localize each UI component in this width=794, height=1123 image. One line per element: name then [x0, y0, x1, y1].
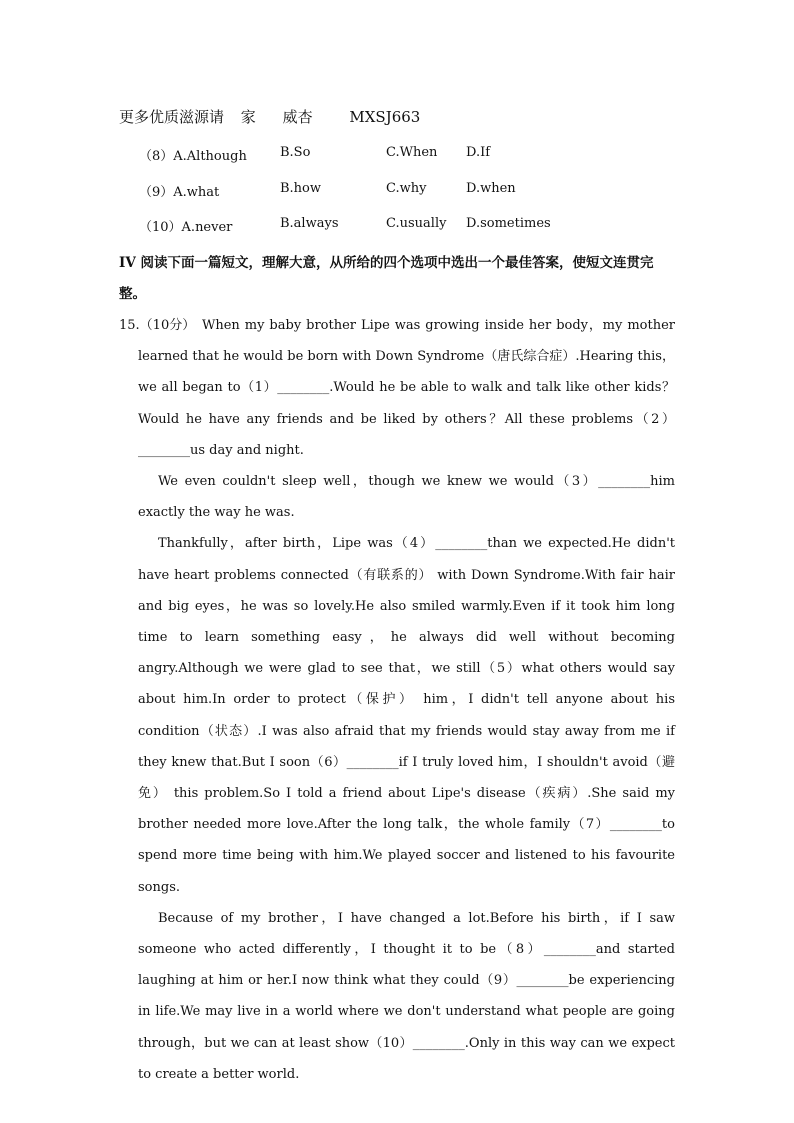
answer-options: [139, 145, 659, 252]
option-a: （8）A.Although: [139, 149, 247, 164]
question-paragraph-1: [119, 310, 675, 466]
option-a: （10）A.never: [139, 220, 233, 235]
header-text-1: 更多优质滋源请: [119, 108, 225, 126]
header-text-2: 家: [240, 108, 256, 126]
option-c: C.When: [386, 145, 438, 160]
option-c: C.why: [386, 180, 427, 196]
option-d: D.If: [466, 145, 491, 160]
question-paragraph-4: Because of my brother，I have changed a lot.Before his birth，if I saw someone who acted differently，I thought it to be（8）________and started laughing at him or her.I now think what they could（9）________be experiencing in life.We may live in a world where we don't understand what people are going through，but we can at least show（10）________.Only in this way can we expect to create a better world.: [138, 910, 675, 1082]
option-b: B.how: [280, 180, 322, 196]
option-a: （9）A.what: [139, 184, 220, 200]
header-text-3: 威杏: [282, 108, 313, 126]
option-row: [139, 216, 659, 252]
question-number: 15.（10分）: [119, 318, 196, 333]
question-15: [119, 310, 675, 1090]
option-b: B.So: [280, 145, 311, 160]
question-paragraph-3: Thankfully，after birth，Lipe was（4）________than we expected.He didn't have heart problems connected（有联系的） with Down Syndrome.With fair hair and big eyes，he was so lovely.He also smiled warmly.Even if it took him long time to learn something easy，he always did well without becoming angry.Although we were glad to see that，we still（5）what others would say about him.In order to protect（保护） him，I didn't tell anyone about his condition（状态）.I was also afraid that my friends would stay away from me if they knew that.But I soon（6）________if I truly loved him，I shouldn't avoid（避免） this problem.So I told a friend about Lipe's disease（疾病）.She said my brother needed more love.After the long talk，the whole family（7）________to spend more time being with him.We played soccer and listened to his favourite songs.: [138, 536, 675, 895]
question-paragraph-2: We even couldn't sleep well，though we knew we would（3）________him exactly the way he was.: [138, 474, 675, 521]
option-c: C.usually: [386, 216, 447, 231]
section-heading: IV 阅读下面一篇短文，理解大意，从所给的四个选项中选出一个最佳答案，使短文连贯完整。: [119, 255, 654, 302]
option-d: D.when: [466, 180, 516, 196]
page-header: [119, 106, 420, 127]
option-row: [139, 181, 659, 217]
option-b: B.always: [280, 216, 339, 231]
option-d: D.sometimes: [466, 216, 551, 231]
option-row: [139, 145, 659, 181]
paragraph-1-text: When my baby brother Lipe was growing inside her body，my mother learned that he would be born with Down Syndrome（唐氏综合症）.Hearing this，we all began to（1）________.Would he be able to walk and talk like other kids？Would he have any friends and be liked by others？All these problems（2）________us day and night.: [138, 318, 675, 458]
header-text-4: MXSJ663: [349, 108, 421, 126]
